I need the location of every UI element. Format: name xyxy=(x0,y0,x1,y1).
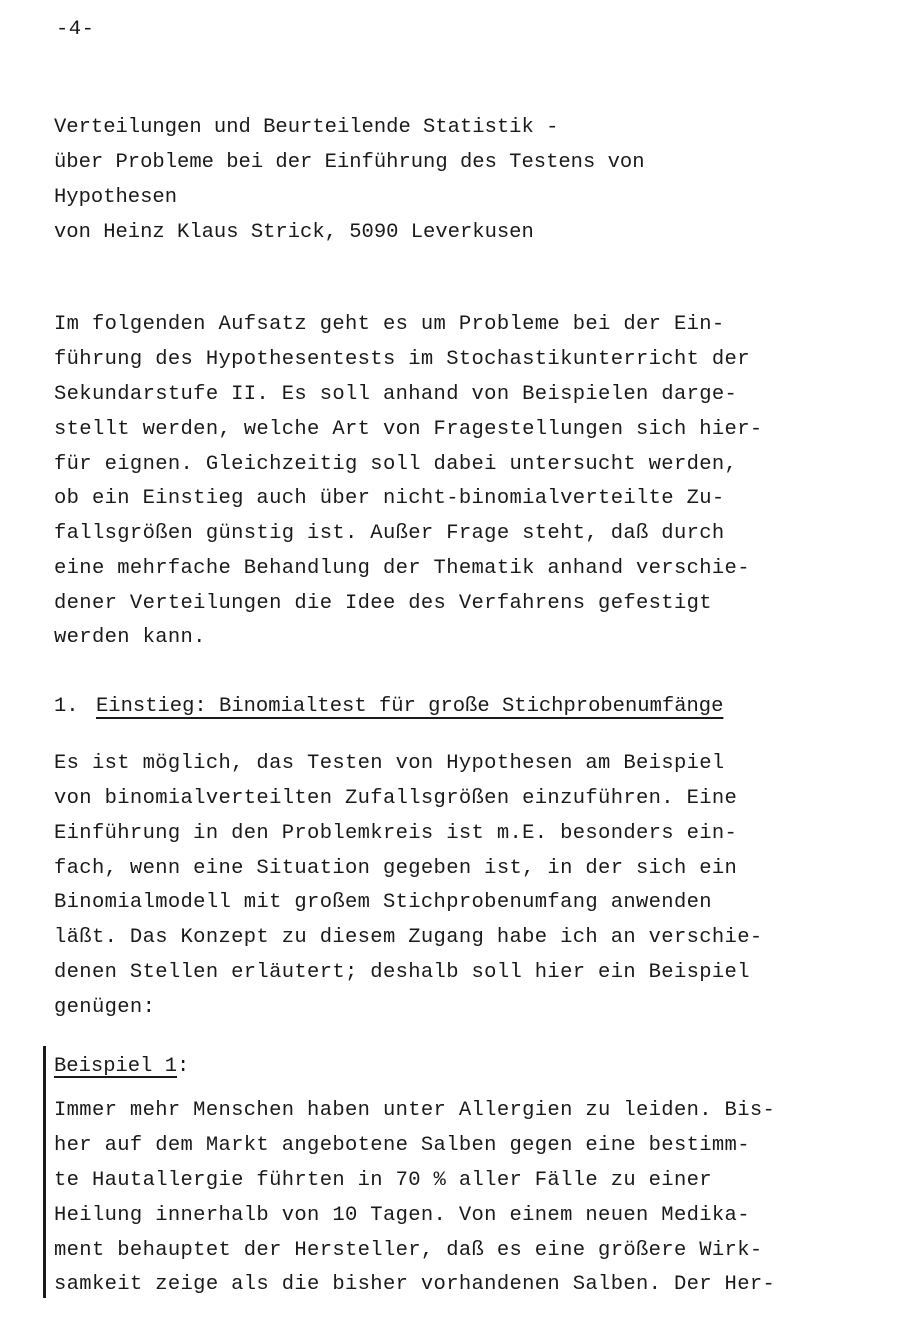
example-line-2: her auf dem Markt angebotene Salben gegen eine bestimm- xyxy=(54,1134,750,1157)
section-line-1: Es ist möglich, das Testen von Hypothesen am Beispiel xyxy=(54,752,725,775)
example-colon: : xyxy=(177,1055,190,1078)
example-margin-bar xyxy=(43,1046,46,1298)
example-line-5: ment behauptet der Hersteller, daß es eine größere Wirk- xyxy=(54,1239,763,1262)
title-line-2: über Probleme bei der Einführung des Testens von xyxy=(54,151,645,174)
example-heading xyxy=(54,1055,189,1079)
intro-line-7: fallsgrößen günstig ist. Außer Frage steht, daß durch xyxy=(54,522,725,545)
example-line-3: te Hautallergie führten in 70 % aller Fälle zu einer xyxy=(54,1169,712,1192)
example-line-6: samkeit zeige als die bisher vorhandenen Salben. Der Her- xyxy=(54,1273,776,1296)
example-line-1: Immer mehr Menschen haben unter Allergien zu leiden. Bis- xyxy=(54,1099,776,1122)
example-label: Beispiel 1 xyxy=(54,1055,178,1078)
intro-line-3: Sekundarstufe II. Es soll anhand von Beispielen darge- xyxy=(54,383,738,406)
intro-line-4: stellt werden, welche Art von Fragestellungen sich hier- xyxy=(54,418,763,441)
section-line-6: läßt. Das Konzept zu diesem Zugang habe ich an verschie- xyxy=(54,926,763,949)
intro-line-1: Im folgenden Aufsatz geht es um Probleme bei der Ein- xyxy=(54,313,725,336)
example-line-4: Heilung innerhalb von 10 Tagen. Von einem neuen Medika- xyxy=(54,1204,750,1227)
section-number: 1. xyxy=(54,695,79,718)
author-line: von Heinz Klaus Strick, 5090 Leverkusen xyxy=(54,221,534,244)
intro-line-5: für eignen. Gleichzeitig soll dabei untersucht werden, xyxy=(54,453,738,476)
section-line-5: Binomialmodell mit großem Stichprobenumfang anwenden xyxy=(54,891,712,914)
title-line-3: Hypothesen xyxy=(54,186,178,209)
section-line-7: denen Stellen erläutert; deshalb soll hier ein Beispiel xyxy=(54,961,750,984)
intro-line-10: werden kann. xyxy=(54,626,206,649)
section-line-3: Einführung in den Problemkreis ist m.E. besonders ein- xyxy=(54,822,738,845)
intro-line-2: führung des Hypothesentests im Stochastikunterricht der xyxy=(54,348,750,371)
intro-line-6: ob ein Einstieg auch über nicht-binomialverteilte Zu- xyxy=(54,487,725,510)
title-line-1: Verteilungen und Beurteilende Statistik - xyxy=(54,116,559,139)
section-line-4: fach, wenn eine Situation gegeben ist, in der sich ein xyxy=(54,857,738,880)
section-title: Einstieg: Binomialtest für große Stichprobenumfänge xyxy=(96,695,724,718)
intro-line-9: dener Verteilungen die Idee des Verfahrens gefestigt xyxy=(54,592,712,615)
page-number: -4- xyxy=(56,18,95,41)
section-line-8: genügen: xyxy=(54,996,156,1019)
section-line-2: von binomialverteilten Zufallsgrößen einzuführen. Eine xyxy=(54,787,738,810)
intro-line-8: eine mehrfache Behandlung der Thematik anhand verschie- xyxy=(54,557,750,580)
